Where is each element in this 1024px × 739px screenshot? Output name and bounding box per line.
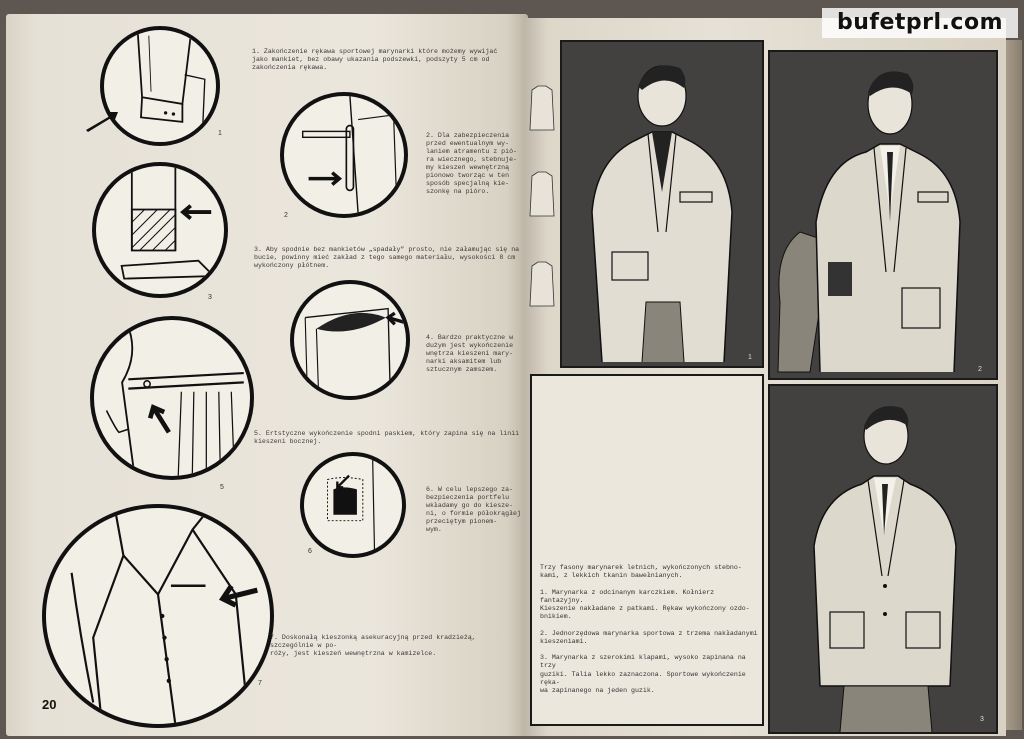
figure-5-trouser-belt xyxy=(90,316,254,480)
jacket-thumbnails xyxy=(526,60,558,320)
caption-5: 5. Ertstyczne wykończenie spodni paskiem, który zapina się na linii kieszeni bocznej. xyxy=(254,430,520,445)
panel-2-number: 2 xyxy=(978,366,982,373)
figure-2-number: 2 xyxy=(284,212,288,219)
figure-7-number: 7 xyxy=(258,680,262,687)
illustration-panel-1 xyxy=(560,40,764,368)
panel-3-number: 3 xyxy=(980,716,984,723)
jacket-illustration-3 xyxy=(770,386,996,732)
caption-1: 1. Zakończenie rękawa sportowej marynarki które możemy wywijać jako mankiet, bez obawy ukazania podszewki, podszyty 5 cm od zakończenia rękawa. xyxy=(252,48,498,71)
illustration-panel-2 xyxy=(768,50,998,380)
trousers-hem-drawing xyxy=(96,166,224,294)
figure-7-vest-pocket xyxy=(42,504,274,728)
panel-1-number: 1 xyxy=(748,354,752,361)
jacket-illustration-1 xyxy=(562,42,762,366)
pocket-lining-drawing xyxy=(294,284,406,396)
caption-3: 3. Aby spodnie bez mankietów „spadały” prosto, nie załamując się na bucie, powinny mieć zakład z tego samego materiału, wysokości 8 cm wykończony płótnem. xyxy=(254,246,520,269)
jackets-description: Trzy fasony marynarek letnich, wykończonych stebno- kami, z lekkich tkanin bawełnianych. 1. Marynarka z odcinanym karczkiem. Kołnierz fantazyjny. Kieszenie nakładane z patkami. Rękaw wykończony ozdo- bnikiem. 2. Jednorzędowa marynarka sportowa z trzema nakładanymi kieszeniami. 3. Marynarka z szerokimi klapami, wysoko zapinana na trzy guziki. Talia lekko zaznaczona. Sportowe wykończenie ręka- wa zapinanego na jeden guzik. xyxy=(540,564,758,695)
caption-7: 7. Doskonałą kieszonką asekuracyjną przed kradzieżą, szczególnie w po- róży, jest kieszeń wewnętrzna w kamizelce. xyxy=(270,634,476,657)
arrow-icon xyxy=(84,108,120,134)
caption-2: 2. Dla zabezpieczenia przed ewentualnym wy- laniem atramentu z pió- ra wiecznego, stebnuje- my kieszeń wewnętrzną pionowo tworząc w ten sposób specjalną kie- szonkę na pióro. xyxy=(426,132,518,195)
caption-4: 4. Bardzo praktyczne w dużym jest wykończenie wnętrza kieszeni mary- narki aksamitem lub sztucznym zamszem. xyxy=(426,334,514,373)
caption-6: 6. W celu lepszego za- bezpieczenia portfelu wkładamy go do kiesze- ni, o formie półokrągłej przeciętym pionem- wym. xyxy=(426,486,521,533)
wallet-pocket-drawing xyxy=(304,456,402,554)
figure-2-pen-pocket xyxy=(280,92,408,218)
watermark: bufetprl.com xyxy=(822,8,1018,38)
figure-3-number: 3 xyxy=(208,294,212,301)
figure-3-trousers-hem xyxy=(92,162,228,298)
jacket-thumbnail-icons xyxy=(526,60,558,320)
illustration-panel-3 xyxy=(768,384,998,734)
figure-6-number: 6 xyxy=(308,548,312,555)
pen-pocket-drawing xyxy=(284,96,404,214)
figure-5-number: 5 xyxy=(220,484,224,491)
jacket-illustration-2 xyxy=(770,52,996,378)
trouser-belt-drawing xyxy=(94,320,250,476)
vest-pocket-drawing xyxy=(46,508,270,724)
figure-6-wallet-pocket xyxy=(300,452,406,558)
sleeve-cuff-drawing xyxy=(104,30,216,142)
page-number: 20 xyxy=(42,697,57,712)
figure-4-pocket-lining xyxy=(290,280,410,400)
figure-1-number: 1 xyxy=(218,130,222,137)
